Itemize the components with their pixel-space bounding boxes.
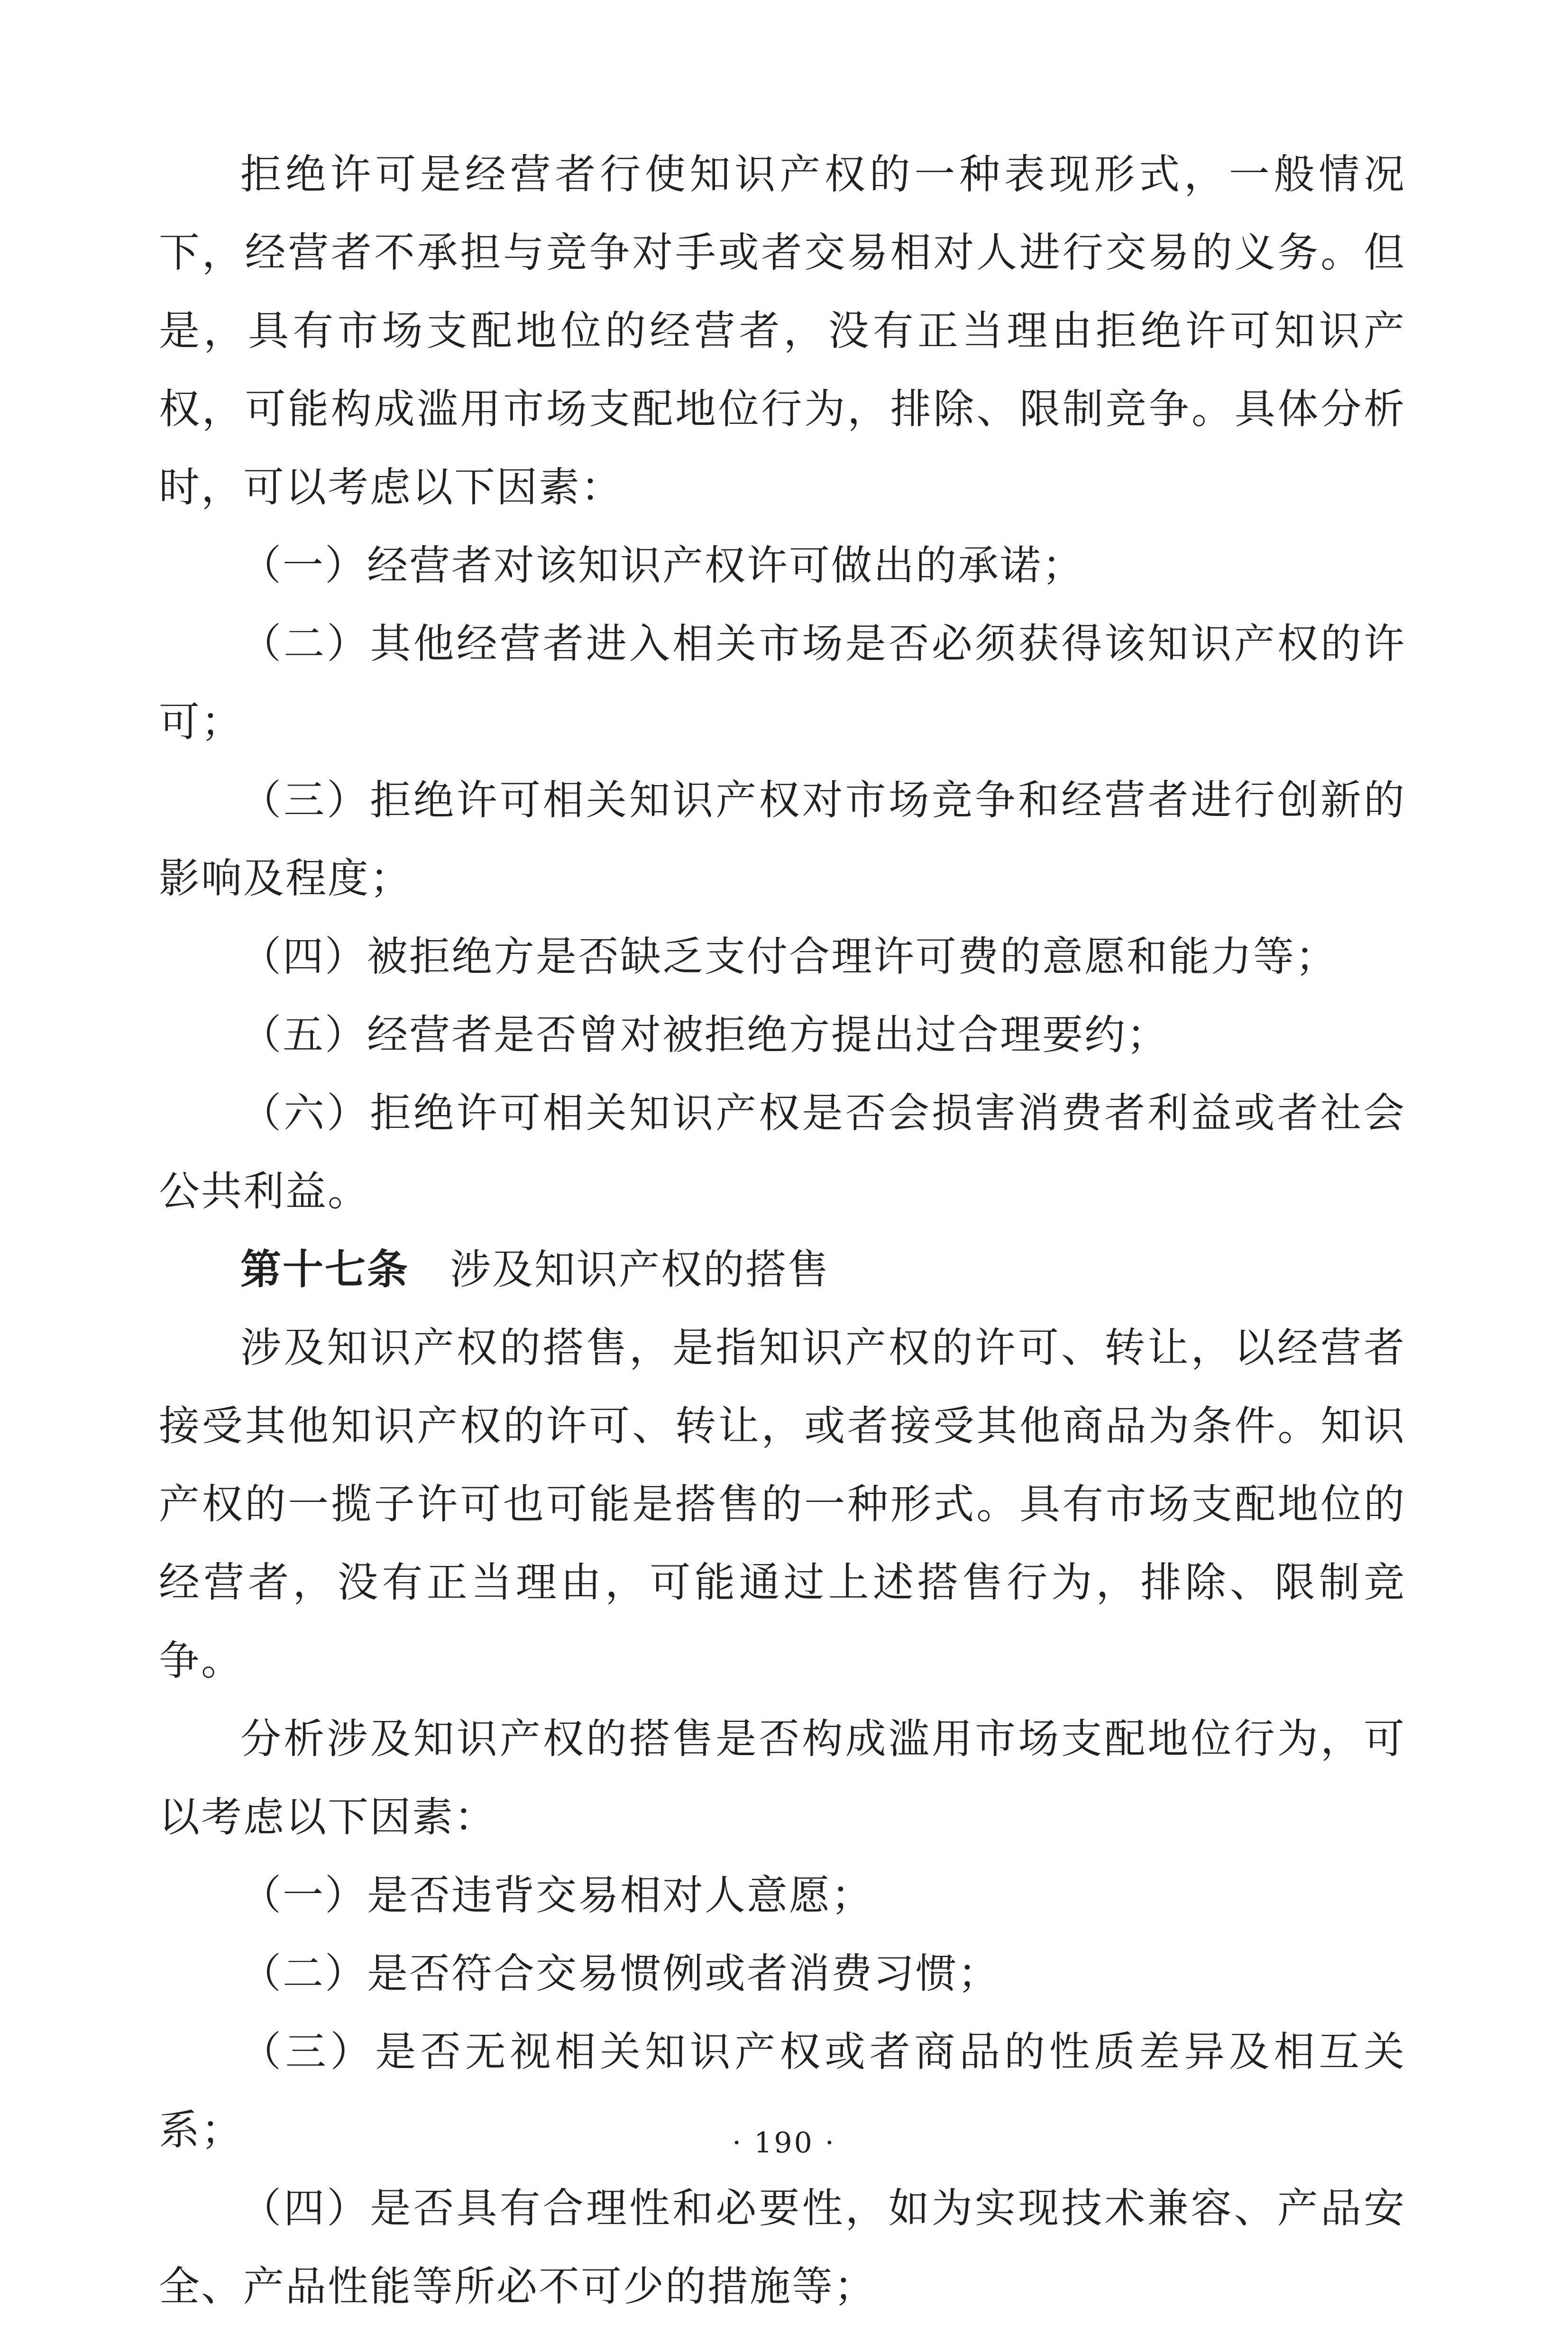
factor-item-6: （六）拒绝许可相关知识产权是否会损害消费者利益或者社会公共利益。 [159, 1089, 1406, 1215]
factor-item-4: （四）被拒绝方是否缺乏支付合理许可费的意愿和能力等； [240, 933, 1338, 980]
tying-factor-item-4: （四）是否具有合理性和必要性，如为实现技术兼容、产品安全、产品性能等所必不可少的措施等； [159, 2185, 1406, 2310]
paragraph-tying-analysis: 分析涉及知识产权的搭售是否构成滥用市场支配地位行为，可以考虑以下因素： [159, 1715, 1406, 1841]
article-heading [159, 1231, 1406, 1309]
paragraph-refusal-intro: 拒绝许可是经营者行使知识产权的一种表现形式，一般情况下，经营者不承担与竞争对手或者交易相对人进行交易的义务。但是，具有市场支配地位的经营者，没有正当理由拒绝许可知识产权，可能构成滥用市场支配地位行为，排除、限制竞争。具体分析时，可以考虑以下因素： [159, 151, 1406, 511]
page-number: · 190 · [732, 2126, 836, 2160]
factor-item-3: （三）拒绝许可相关知识产权对市场竞争和经营者进行创新的影响及程度； [159, 777, 1406, 902]
tying-factor-item-1: （一）是否违背交易相对人意愿； [240, 1872, 873, 1919]
factor-item-5: （五）经营者是否曾对被拒绝方提出过合理要约； [240, 1011, 1169, 1059]
body-text [159, 136, 1406, 2326]
paragraph-tying-definition: 涉及知识产权的搭售，是指知识产权的许可、转让，以经营者接受其他知识产权的许可、转让，或者接受其他商品为条件。知识产权的一揽子许可也可能是搭售的一种形式。具有市场支配地位的经营者，没有正当理由，可能通过上述搭售行为，排除、限制竞争。 [159, 1324, 1406, 1684]
tying-factor-item-2: （二）是否符合交易惯例或者消费习惯； [240, 1950, 1000, 1997]
tying-factor-item-3: （三）是否无视相关知识产权或者商品的性质差异及相互关系； [159, 2028, 1406, 2154]
factor-item-1: （一）经营者对该知识产权许可做出的承诺； [240, 542, 1084, 589]
article-number: 第十七条 [240, 1246, 409, 1293]
factor-item-2: （二）其他经营者进入相关市场是否必须获得该知识产权的许可； [159, 620, 1406, 746]
article-title: 涉及知识产权的搭售 [450, 1246, 830, 1293]
